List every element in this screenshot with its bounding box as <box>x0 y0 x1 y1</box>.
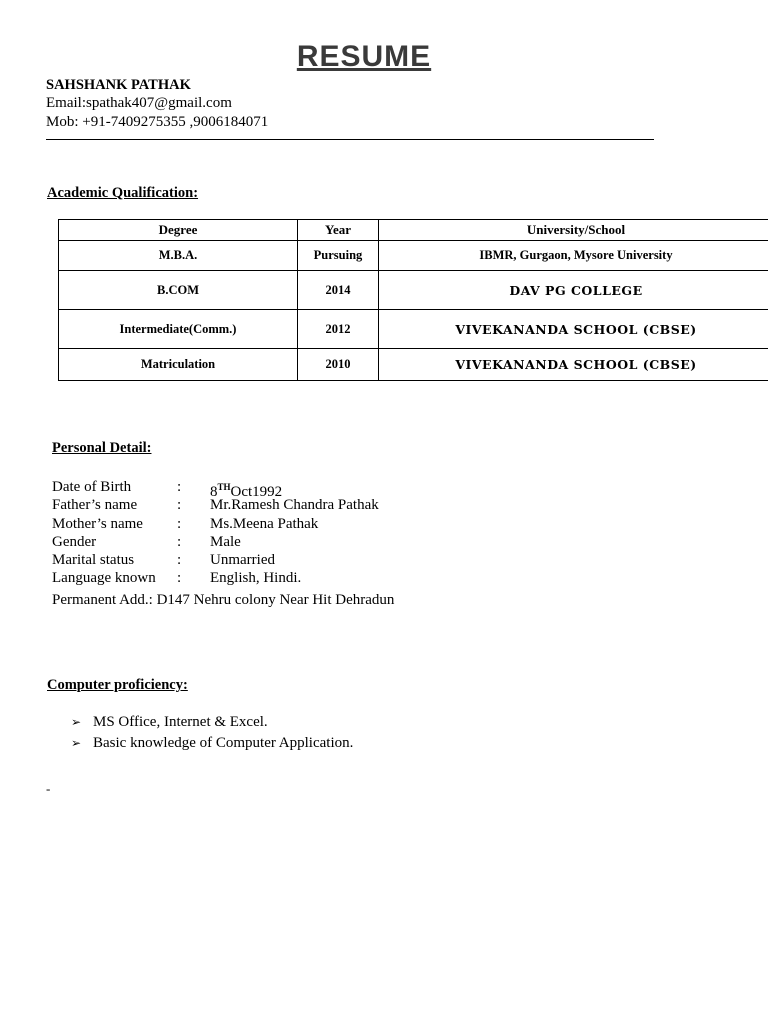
personal-details <box>52 479 379 589</box>
separator: : <box>177 497 182 514</box>
personal-heading: Personal Detail: <box>52 440 152 456</box>
computer-skills-list <box>71 712 353 754</box>
email-line: Email:spathak407@gmail.com <box>46 95 232 111</box>
table-header-row <box>59 220 768 241</box>
table-row <box>59 310 768 349</box>
trailing-dash: - <box>46 781 51 796</box>
year-cell: 2014 <box>298 271 379 310</box>
separator: : <box>177 479 182 495</box>
list-item <box>71 733 353 754</box>
year-cell: Pursuing <box>298 241 379 271</box>
degree-cell: B.COM <box>59 271 298 310</box>
marital-value: Unmarried <box>210 552 275 569</box>
mobile-line: Mob: +91-7409275355 ,9006184071 <box>46 114 269 130</box>
separator: : <box>177 552 182 569</box>
mother-value: Ms.Meena Pathak <box>210 515 319 532</box>
school-cell: VIVEKANANDA SCHOOL (CBSE) <box>379 310 768 349</box>
father-value: Mr.Ramesh Chandra Pathak <box>210 497 379 514</box>
degree-cell: M.B.A. <box>59 241 298 271</box>
academic-heading: Academic Qualification: <box>47 185 199 201</box>
dob-value <box>210 479 283 500</box>
arrow-bullet-icon: ➢ <box>71 715 82 729</box>
year-cell: 2012 <box>298 310 379 349</box>
degree-cell: Matriculation <box>59 349 298 381</box>
school-cell: IBMR, Gurgaon, Mysore University <box>379 241 768 271</box>
detail-row-gender <box>52 534 379 551</box>
skill-text: MS Office, Internet & Excel. <box>93 714 268 730</box>
marital-label: Marital status <box>52 552 135 569</box>
detail-row-dob <box>52 479 379 500</box>
table-row <box>59 271 768 310</box>
language-value: English, Hindi. <box>210 570 302 587</box>
dob-month-year: Oct1992 <box>230 484 283 500</box>
detail-row-father <box>52 497 379 514</box>
column-header-school: University/School <box>379 220 768 241</box>
table-row <box>59 349 768 381</box>
gender-value: Male <box>210 533 241 550</box>
separator: : <box>177 533 182 550</box>
computer-heading: Computer proficiency: <box>47 677 188 693</box>
year-cell: 2010 <box>298 349 379 381</box>
separator: : <box>177 570 182 587</box>
skill-text: Basic knowledge of Computer Application. <box>93 735 354 751</box>
dob-day: 8 <box>210 484 218 500</box>
detail-row-marital <box>52 552 379 569</box>
academic-table <box>58 219 768 381</box>
school-cell: DAV PG COLLEGE <box>379 271 768 310</box>
document-title: RESUME <box>296 40 432 73</box>
dob-label: Date of Birth <box>52 479 132 495</box>
separator: : <box>177 515 182 532</box>
detail-row-mother <box>52 516 379 533</box>
mother-label: Mother’s name <box>52 515 143 532</box>
arrow-bullet-icon: ➢ <box>71 736 82 750</box>
candidate-name: SAHSHANK PATHAK <box>46 77 191 93</box>
column-header-year: Year <box>298 220 379 241</box>
permanent-address: Permanent Add.: D147 Nehru colony Near Hit Dehradun <box>52 592 395 608</box>
gender-label: Gender <box>52 533 97 550</box>
column-header-degree: Degree <box>59 220 298 241</box>
table-row <box>59 241 768 271</box>
detail-row-language <box>52 570 379 587</box>
list-item <box>71 712 353 733</box>
father-label: Father’s name <box>52 497 138 514</box>
dob-suffix: TH <box>217 482 231 492</box>
header-divider <box>46 139 654 140</box>
language-label: Language known <box>52 570 156 587</box>
degree-cell: Intermediate(Comm.) <box>59 310 298 349</box>
school-cell: VIVEKANANDA SCHOOL (CBSE) <box>379 349 768 381</box>
